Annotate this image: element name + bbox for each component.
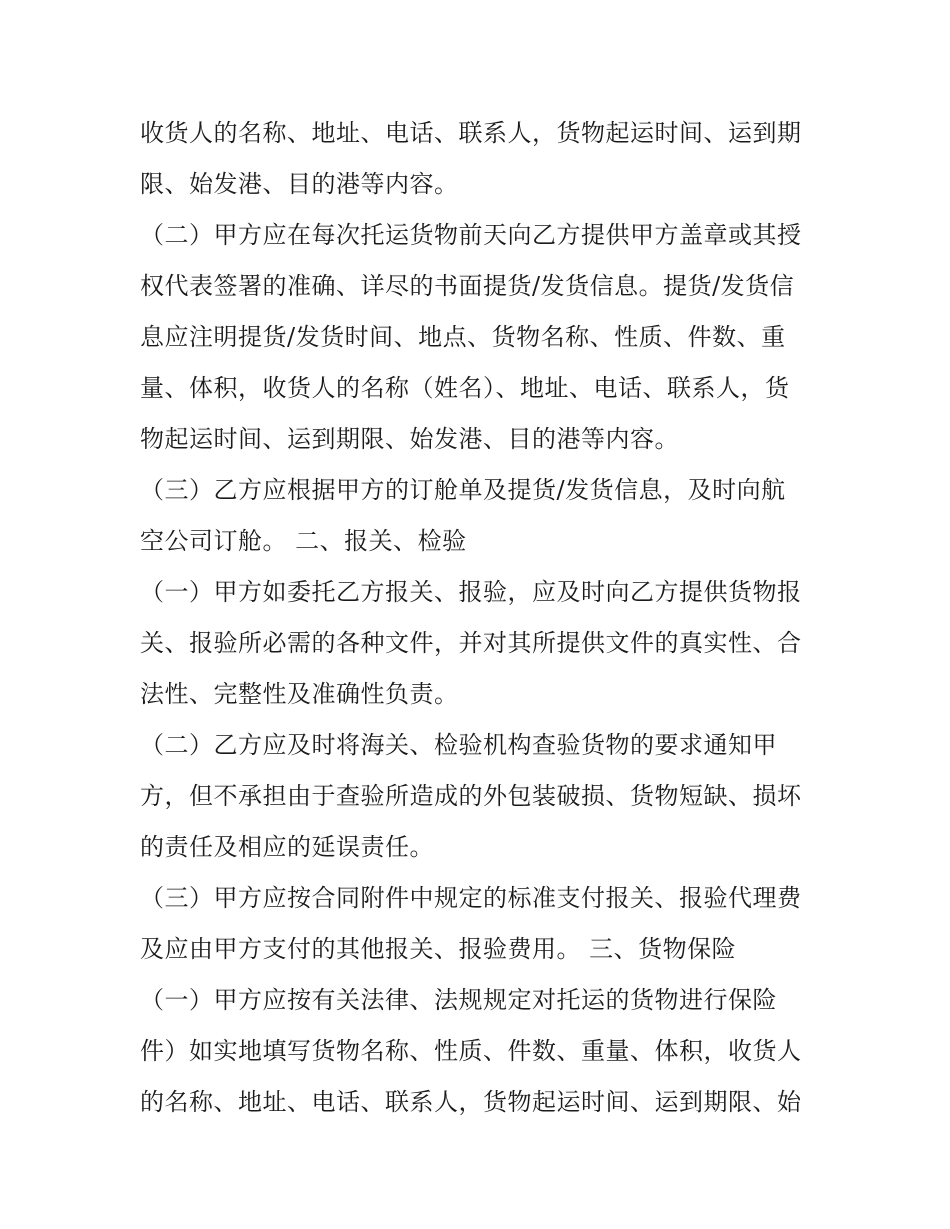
text-line: 法性、完整性及准确性负责。 xyxy=(140,680,459,708)
text-line: （一）甲方应按有关法律、法规规定对托运的货物进行保险 xyxy=(140,986,777,1014)
text-line: 物起运时间、运到期限、始发港、目的港等内容。 xyxy=(140,425,679,453)
text-line: （二）乙方应及时将海关、检验机构查验货物的要求通知甲 xyxy=(140,731,777,759)
contract-text-body xyxy=(140,108,820,1128)
text-line: 的责任及相应的延误责任。 xyxy=(140,833,434,861)
text-line: 限、始发港、目的港等内容。 xyxy=(140,170,459,198)
text-line: （一）甲方如委托乙方报关、报验，应及时向乙方提供货物报 xyxy=(140,578,802,606)
text-line: 及应由甲方支付的其他报关、报验费用。 三、货物保险 xyxy=(140,935,737,963)
text-line: 息应注明提货/发货时间、地点、货物名称、性质、件数、重 xyxy=(140,323,786,351)
text-line: 量、体积，收货人的名称（姓名）、地址、电话、联系人，货 xyxy=(140,374,790,402)
text-line: （三）甲方应按合同附件中规定的标准支付报关、报验代理费 xyxy=(140,884,802,912)
text-line: 收货人的名称、地址、电话、联系人，货物起运时间、运到期 xyxy=(140,119,802,147)
text-line: 件）如实地填写货物名称、性质、件数、重量、体积，收货人 xyxy=(140,1037,802,1065)
text-line: 关、报验所必需的各种文件，并对其所提供文件的真实性、合 xyxy=(140,629,802,657)
text-line: （三）乙方应根据甲方的订舱单及提货/发货信息，及时向航 xyxy=(140,476,786,504)
text-line: 方，但不承担由于查验所造成的外包装破损、货物短缺、损坏 xyxy=(140,782,802,810)
text-line: 的名称、地址、电话、联系人，货物起运时间、运到期限、始 xyxy=(140,1088,802,1116)
text-line: （二）甲方应在每次托运货物前天向乙方提供甲方盖章或其授 xyxy=(140,221,802,249)
text-line: 权代表签署的准确、详尽的书面提货/发货信息。提货/发货信 xyxy=(140,272,795,300)
text-line: 空公司订舱。 二、报关、检验 xyxy=(140,527,467,555)
